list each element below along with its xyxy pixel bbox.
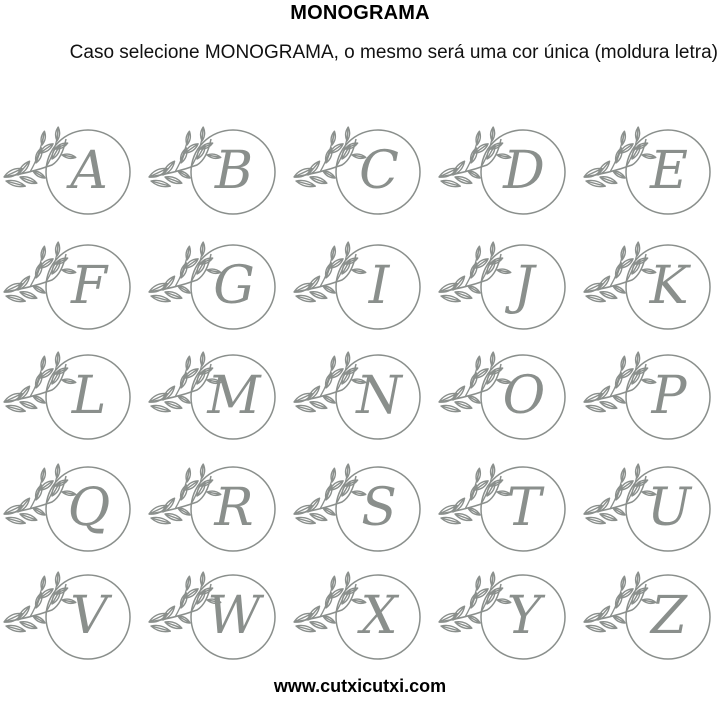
leaf-shape bbox=[612, 506, 626, 516]
monogram-i[interactable] bbox=[290, 240, 440, 350]
monogram-letter: Y bbox=[506, 586, 542, 646]
monogram-e[interactable] bbox=[580, 125, 720, 235]
leaf-shape bbox=[490, 572, 495, 586]
monogram-j[interactable] bbox=[435, 240, 585, 350]
page-subtitle: Caso selecione MONOGRAMA, o mesmo será uma cor única (moldura letra) bbox=[69, 42, 718, 63]
monogram-letter: A bbox=[70, 141, 108, 201]
leaf-shape bbox=[40, 468, 46, 482]
monogram-letter: B bbox=[214, 141, 254, 201]
monogram-letter: U bbox=[647, 478, 691, 538]
leaf-shape bbox=[475, 246, 481, 260]
leaf-shape bbox=[612, 394, 626, 404]
leaf-shape bbox=[177, 614, 191, 624]
monogram-q[interactable] bbox=[0, 462, 150, 572]
monogram-letter: W bbox=[207, 586, 261, 646]
monogram-letter: X bbox=[360, 586, 398, 646]
leaf-shape bbox=[635, 352, 640, 366]
leaf-shape bbox=[32, 169, 46, 179]
monogram-letter: D bbox=[503, 141, 545, 201]
leaf-shape bbox=[32, 284, 46, 294]
leaf-shape bbox=[620, 576, 626, 590]
leaf-shape bbox=[32, 394, 46, 404]
page-title: MONOGRAMA bbox=[290, 2, 430, 24]
leaf-shape bbox=[322, 506, 336, 516]
leaf-shape bbox=[55, 242, 60, 256]
monogram-letter: T bbox=[506, 478, 542, 538]
leaf-shape bbox=[490, 242, 495, 256]
monogram-v[interactable] bbox=[0, 570, 150, 680]
leaf-shape bbox=[177, 394, 191, 404]
monogram-letter: P bbox=[651, 366, 687, 426]
monogram-letter: M bbox=[207, 366, 261, 426]
monogram-letter: R bbox=[214, 478, 254, 538]
monogram-r[interactable] bbox=[145, 462, 295, 572]
leaf-shape bbox=[330, 246, 336, 260]
leaf-shape bbox=[490, 352, 495, 366]
monogram-m[interactable] bbox=[145, 350, 295, 460]
leaf-shape bbox=[32, 506, 46, 516]
leaf-shape bbox=[55, 572, 60, 586]
monogram-w[interactable] bbox=[145, 570, 295, 680]
leaf-shape bbox=[330, 356, 336, 370]
monogram-letter: K bbox=[649, 256, 689, 316]
leaf-shape bbox=[612, 284, 626, 294]
leaf-shape bbox=[475, 576, 481, 590]
monogram-letter: Q bbox=[67, 478, 111, 538]
monogram-letter: J bbox=[513, 256, 535, 316]
leaf-shape bbox=[345, 464, 350, 478]
monogram-letter: C bbox=[359, 141, 399, 201]
leaf-shape bbox=[620, 246, 626, 260]
monogram-f[interactable] bbox=[0, 240, 150, 350]
leaf-shape bbox=[40, 576, 46, 590]
leaf-shape bbox=[330, 468, 336, 482]
leaf-shape bbox=[40, 131, 46, 145]
leaf-shape bbox=[322, 394, 336, 404]
leaf-shape bbox=[200, 572, 205, 586]
leaf-shape bbox=[185, 356, 191, 370]
leaf-shape bbox=[467, 284, 481, 294]
leaf-shape bbox=[467, 614, 481, 624]
monogram-letter: O bbox=[502, 366, 546, 426]
leaf-shape bbox=[40, 356, 46, 370]
monogram-a[interactable] bbox=[0, 125, 150, 235]
leaf-shape bbox=[345, 352, 350, 366]
leaf-shape bbox=[55, 352, 60, 366]
leaf-shape bbox=[177, 506, 191, 516]
monogram-letter: Z bbox=[650, 586, 688, 646]
monogram-u[interactable] bbox=[580, 462, 720, 572]
leaf-shape bbox=[330, 576, 336, 590]
leaf-shape bbox=[40, 246, 46, 260]
monogram-x[interactable] bbox=[290, 570, 440, 680]
leaf-shape bbox=[620, 356, 626, 370]
leaf-shape bbox=[635, 464, 640, 478]
leaf-shape bbox=[345, 127, 350, 141]
leaf-shape bbox=[185, 246, 191, 260]
monogram-o[interactable] bbox=[435, 350, 585, 460]
leaf-shape bbox=[475, 131, 481, 145]
leaf-shape bbox=[467, 169, 481, 179]
monogram-z[interactable] bbox=[580, 570, 720, 680]
leaf-shape bbox=[330, 131, 336, 145]
leaf-shape bbox=[475, 356, 481, 370]
leaf-shape bbox=[635, 572, 640, 586]
leaf-shape bbox=[345, 572, 350, 586]
leaf-shape bbox=[612, 614, 626, 624]
leaf-shape bbox=[490, 127, 495, 141]
leaf-shape bbox=[612, 169, 626, 179]
leaf-shape bbox=[185, 576, 191, 590]
leaf-shape bbox=[185, 468, 191, 482]
monogram-letter: N bbox=[356, 366, 402, 426]
leaf-shape bbox=[620, 468, 626, 482]
monogram-c[interactable] bbox=[290, 125, 440, 235]
monogram-letter: L bbox=[71, 366, 107, 426]
monogram-letter: F bbox=[70, 256, 108, 316]
leaf-shape bbox=[200, 352, 205, 366]
leaf-shape bbox=[200, 242, 205, 256]
monogram-b[interactable] bbox=[145, 125, 295, 235]
leaf-shape bbox=[467, 394, 481, 404]
leaf-shape bbox=[177, 284, 191, 294]
monogram-letter: I bbox=[368, 256, 390, 316]
leaf-shape bbox=[32, 614, 46, 624]
leaf-shape bbox=[322, 169, 336, 179]
monogram-letter: G bbox=[213, 256, 255, 316]
monogram-d[interactable] bbox=[435, 125, 585, 235]
leaf-shape bbox=[200, 464, 205, 478]
leaf-shape bbox=[490, 464, 495, 478]
monogram-g[interactable] bbox=[145, 240, 295, 350]
leaf-shape bbox=[200, 127, 205, 141]
leaf-shape bbox=[55, 464, 60, 478]
monogram-p[interactable] bbox=[580, 350, 720, 460]
monogram-s[interactable] bbox=[290, 462, 440, 572]
leaf-shape bbox=[475, 468, 481, 482]
monogram-y[interactable] bbox=[435, 570, 585, 680]
monogram-letter: V bbox=[70, 586, 108, 646]
monogram-t[interactable] bbox=[435, 462, 585, 572]
leaf-shape bbox=[322, 614, 336, 624]
leaf-shape bbox=[635, 127, 640, 141]
monogram-letter: S bbox=[361, 478, 397, 538]
leaf-shape bbox=[345, 242, 350, 256]
leaf-shape bbox=[177, 169, 191, 179]
monogram-l[interactable] bbox=[0, 350, 150, 460]
leaf-shape bbox=[185, 131, 191, 145]
leaf-shape bbox=[467, 506, 481, 516]
monogram-letter: E bbox=[650, 141, 688, 201]
leaf-shape bbox=[635, 242, 640, 256]
monogram-n[interactable] bbox=[290, 350, 440, 460]
leaf-shape bbox=[322, 284, 336, 294]
monogram-k[interactable] bbox=[580, 240, 720, 350]
leaf-shape bbox=[55, 127, 60, 141]
leaf-shape bbox=[620, 131, 626, 145]
footer-website[interactable]: www.cutxicutxi.com bbox=[273, 676, 447, 696]
